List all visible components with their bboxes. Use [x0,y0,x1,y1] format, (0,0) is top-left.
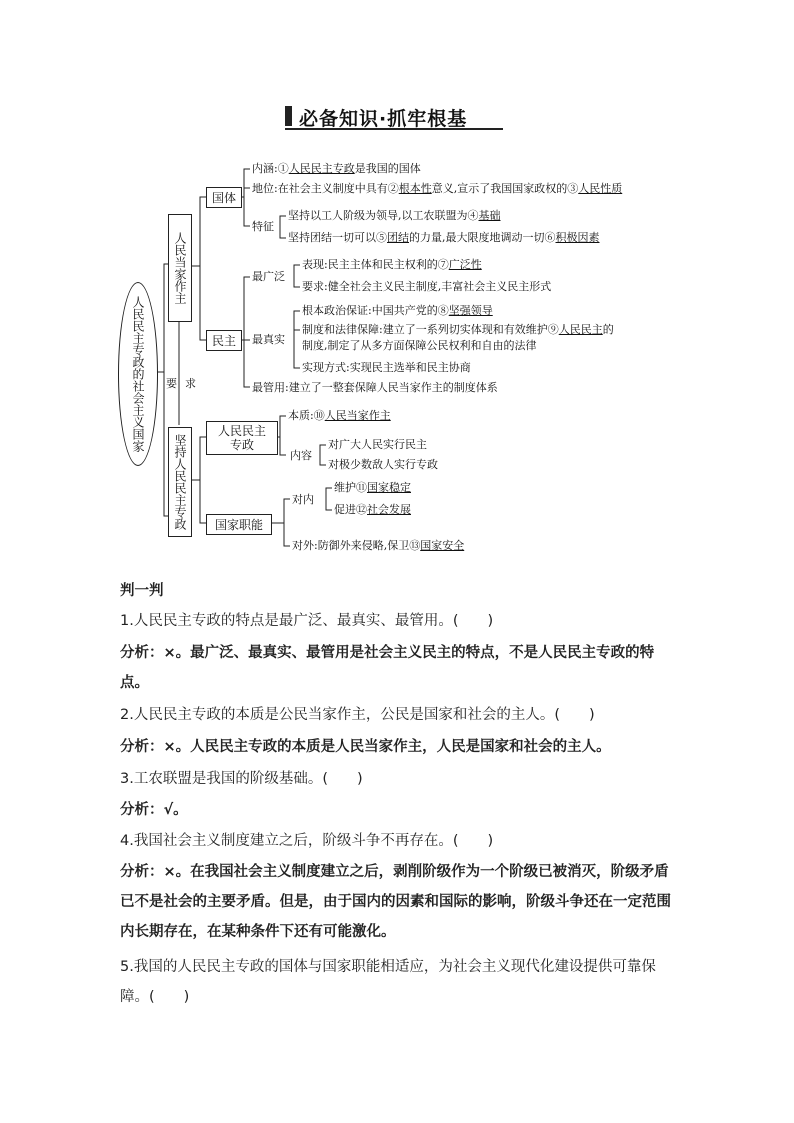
line-legal-guarantee-2: 制度,制定了从多方面保障公民权利和自由的法律 [302,339,537,352]
line-political-guarantee: 根本政治保证:中国共产党的⑧坚强领导 [302,304,493,317]
line-manifestation: 表现:民主主体和民主权利的⑦广泛性 [302,258,482,271]
line-essence: 本质:⑩人民当家作主 [288,409,391,422]
line-content-2: 对极少数敌人实行专政 [328,458,438,471]
root-node-socialist-state: 人民民主专政的社会主义国家 [118,282,158,466]
label-most-extensive: 最广泛 [252,270,285,283]
question-1: 1.人民民主专政的特点是最广泛、最真实、最管用。( ) [120,613,494,629]
branch-people-as-masters: 人民当家作主 [168,214,192,322]
requirement-label-1: 要 [166,377,177,390]
section-title: 必备知识·抓牢根基 [299,108,468,130]
judge-heading: 判一判 [120,583,164,599]
node-state-functions: 国家职能 [206,514,272,535]
line-promote-development: 促进⑫社会发展 [334,503,411,516]
answer-1: 分析：×。最广泛、最真实、最管用是社会主义民主的特点，不是人民民主专政的特点。 [120,645,655,691]
label-most-genuine: 最真实 [252,333,285,346]
node-peoples-democratic-dictatorship [206,421,278,455]
node-democracy: 民主 [206,330,242,351]
line-maintain-stability: 维护⑪国家稳定 [334,481,411,494]
node-rmmz-label: 人民民主专政 [217,424,266,452]
question-2: 2.人民民主专政的本质是公民当家作主，公民是国家和社会的主人。( ) [120,707,595,723]
answer-4: 分析：×。在我国社会主义制度建立之后，剥削阶级作为一个阶级已被消灭，阶级矛盾已不是社会的主要矛盾。但是，由于国内的因素和国际的影响，阶级斗争还在一定范围内长期存在，在某种条件下还有可能激化。 [120,864,671,940]
answer-2: 分析：×。人民民主专政的本质是人民当家作主，人民是国家和社会的主人。 [120,739,611,755]
line-legal-guarantee-1: 制度和法律保障:建立了一系列切实体现和有效维护⑨人民民主的 [302,323,614,336]
question-4: 4.我国社会主义制度建立之后，阶级斗争不再存在。( ) [120,833,494,849]
branch-upholding-dictatorship: 坚持人民民主专政 [168,427,192,537]
line-characteristic-1: 坚持以工人阶级为领导,以工农联盟为④基础 [288,209,501,222]
question-5: 5.我国的人民民主专政的国体与国家职能相适应，为社会主义现代化建设提供可靠保障。( ) [120,959,656,1005]
line-connotation: 内涵:①人民民主专政是我国的国体 [252,162,421,175]
question-3: 3.工农联盟是我国的阶级基础。( ) [120,771,363,787]
label-internal: 对内 [292,493,314,506]
label-content: 内容 [290,449,312,462]
requirement-label-2: 求 [185,377,196,390]
line-external: 对外:防御外来侵略,保卫⑬国家安全 [292,539,465,552]
line-content-1: 对广大人民实行民主 [328,438,427,451]
node-state-system: 国体 [206,187,242,208]
line-characteristic-2: 坚持团结一切可以⑤团结的力量,最大限度地调动一切⑥积极因素 [288,231,600,244]
line-realization: 实现方式:实现民主选举和民主协商 [302,361,471,374]
line-requirement: 要求:健全社会主义民主制度,丰富社会主义民主形式 [302,280,552,293]
line-most-effective: 最管用:建立了一整套保障人民当家作主的制度体系 [252,381,498,394]
answer-3: 分析：√。 [120,802,188,818]
line-status: 地位:在社会主义制度中具有②根本性意义,宣示了我国国家政权的③人民性质 [252,182,623,195]
label-characteristics: 特征 [252,220,274,233]
